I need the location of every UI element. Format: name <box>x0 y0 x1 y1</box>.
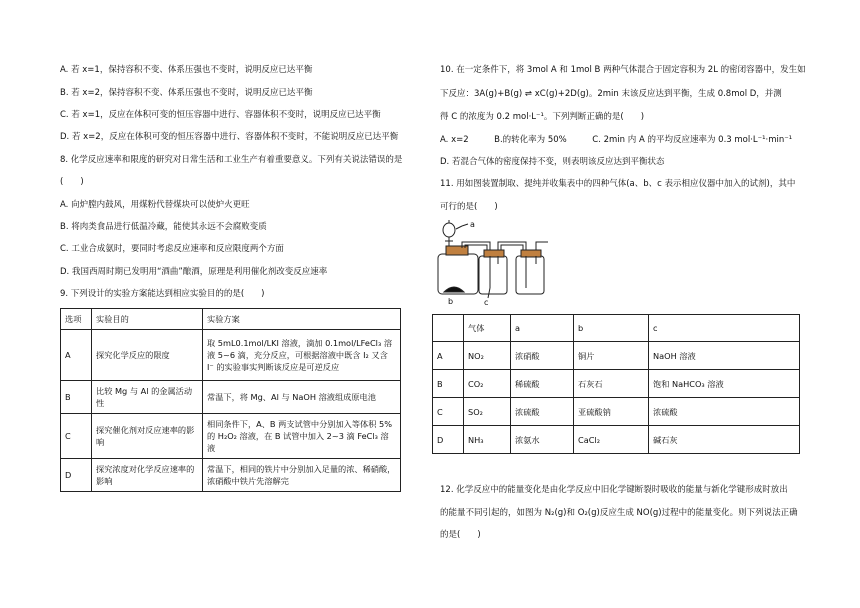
q10-option-d: D. 若混合气体的密度保持不变，则表明该反应达到平衡状态 <box>440 157 665 167</box>
table-cell: 饱和 NaHCO₃ 溶液 <box>649 370 800 398</box>
q8-option-d: D. 我国西周时期已发明用“酒曲”酿酒，原理是利用催化剂改变反应速率 <box>60 267 328 277</box>
table-cell: 取 5mL0.1mol/LKI 溶液，滴加 0.1mol/LFeCl₃ 溶液 5~6 滴，充分反应，可根据溶液中既含 I₂ 又含 I⁻ 的实验事实判断该反应是可逆反应 <box>203 330 401 381</box>
table-cell: 常温下，将 Mg、Al 与 NaOH 溶液组成原电池 <box>203 381 401 414</box>
q12-stem-1: 12. 化学反应中的能量变化是由化学反应中旧化学键断裂时吸收的能量与新化学键形成时放出 <box>440 485 788 495</box>
table-cell: NaOH 溶液 <box>649 342 800 370</box>
table-cell: 探究催化剂对反应速率的影响 <box>92 414 203 459</box>
table-cell: D <box>61 459 92 492</box>
table-cell: C <box>433 398 464 426</box>
q11-stem-1: 11. 用如图装置制取、提纯并收集表中的四种气体(a、b、c 表示相应仪器中加入的试剂)，其中 <box>440 179 796 189</box>
q7-option-c: C. 若 x=1，反应在体积可变的恒压容器中进行、容器体积不变时，说明反应已达平衡 <box>60 110 381 120</box>
q7-option-d: D. 若 x=2，反应在体积可变的恒压容器中进行、容器体积不变时，不能说明反应已达平衡 <box>60 132 399 142</box>
table-row <box>433 398 800 426</box>
table-header: 实验目的 <box>92 309 203 330</box>
table-row <box>433 426 800 454</box>
table-header: a <box>511 315 574 342</box>
table-cell: 比较 Mg 与 Al 的金属活动性 <box>92 381 203 414</box>
table-cell: CO₂ <box>464 370 511 398</box>
table-header: b <box>574 315 649 342</box>
table-header-row <box>433 315 800 342</box>
q11-table <box>432 314 800 454</box>
table-cell: 浓硫酸 <box>511 398 574 426</box>
q12-stem-2: 的能量不同引起的，如图为 N₂(g)和 O₂(g)反应生成 NO(g)过程中的能量变化。则下列说法正确 <box>440 508 798 518</box>
table-cell: B <box>61 381 92 414</box>
q7-option-a: A. 若 x=1，保持容积不变、体系压强也不变时，说明反应已达平衡 <box>60 65 313 75</box>
table-row <box>433 370 800 398</box>
table-cell: 碱石灰 <box>649 426 800 454</box>
table-cell: B <box>433 370 464 398</box>
q10-stem-2: 下反应：3A(g)+B(g) ⇌ xC(g)+2D(g)。2min 末该反应达到平衡，生成 0.8mol D，并测 <box>440 89 782 99</box>
table-header-row <box>61 309 401 330</box>
table-cell: C <box>61 414 92 459</box>
q10-stem-1: 10. 在一定条件下，将 3mol A 和 1mol B 两种气体混合于固定容积为 2L 的密闭容器中，发生如 <box>440 65 806 75</box>
table-cell: NO₂ <box>464 342 511 370</box>
table-cell: A <box>433 342 464 370</box>
q8-stem: 8. 化学反应速率和限度的研究对日常生活和工业生产有着重要意义。下列有关说法错误的是 <box>60 155 403 165</box>
q8-option-c: C. 工业合成氨时，要同时考虑反应速率和反应限度两个方面 <box>60 244 284 254</box>
table-cell: SO₂ <box>464 398 511 426</box>
q9-stem: 9. 下列设计的实验方案能达到相应实验目的的是( ) <box>60 289 265 299</box>
table-header <box>433 315 464 342</box>
gas-apparatus-figure <box>434 216 564 308</box>
label-b: b <box>448 297 454 306</box>
table-cell: 浓硝酸 <box>511 342 574 370</box>
table-cell: CaCl₂ <box>574 426 649 454</box>
q10-options-abc: A. x=2 B.的转化率为 50% C. 2min 内 A 的平均反应速率为 0.3 mol·L⁻¹·min⁻¹ <box>440 135 793 145</box>
table-cell: 石灰石 <box>574 370 649 398</box>
table-cell: 铜片 <box>574 342 649 370</box>
table-header: c <box>649 315 800 342</box>
q7-option-b: B. 若 x=2，保持容积不变、体系压强也不变时，说明反应已达平衡 <box>60 88 313 98</box>
table-cell: 浓氨水 <box>511 426 574 454</box>
table-cell: 浓硫酸 <box>649 398 800 426</box>
q8-option-a: A. 向炉膛内鼓风，用煤粉代替煤块可以使炉火更旺 <box>60 200 250 210</box>
table-cell: 相同条件下，A、B 两支试管中分别加入等体积 5% 的 H₂O₂ 溶液，在 B 试管中加入 2~3 滴 FeCl₃ 溶液 <box>203 414 401 459</box>
table-cell: D <box>433 426 464 454</box>
table-row <box>61 459 401 492</box>
table-row <box>61 414 401 459</box>
q12-stem-3: 的是( ) <box>440 530 481 540</box>
table-row <box>61 381 401 414</box>
table-header: 气体 <box>464 315 511 342</box>
table-row <box>433 342 800 370</box>
table-cell: 常温下，相同的铁片中分别加入足量的浓、稀硝酸，浓硝酸中铁片先溶解完 <box>203 459 401 492</box>
label-c: c <box>484 298 489 307</box>
table-row <box>61 330 401 381</box>
table-header: 选项 <box>61 309 92 330</box>
table-cell: 探究化学反应的限度 <box>92 330 203 381</box>
table-cell: 稀硫酸 <box>511 370 574 398</box>
q9-table <box>60 308 401 492</box>
table-header: 实验方案 <box>203 309 401 330</box>
q8-bracket: ( ) <box>60 177 84 187</box>
label-a: a <box>470 220 475 229</box>
table-cell: A <box>61 330 92 381</box>
table-cell: 探究浓度对化学反应速率的影响 <box>92 459 203 492</box>
q10-stem-3: 得 C 的浓度为 0.2 mol·L⁻¹。下列判断正确的是( ) <box>440 112 645 122</box>
table-cell: NH₃ <box>464 426 511 454</box>
q11-stem-2: 可行的是( ) <box>440 202 498 212</box>
q8-option-b: B. 将肉类食品进行低温冷藏，能使其永远不会腐败变质 <box>60 222 267 232</box>
table-cell: 亚硫酸钠 <box>574 398 649 426</box>
